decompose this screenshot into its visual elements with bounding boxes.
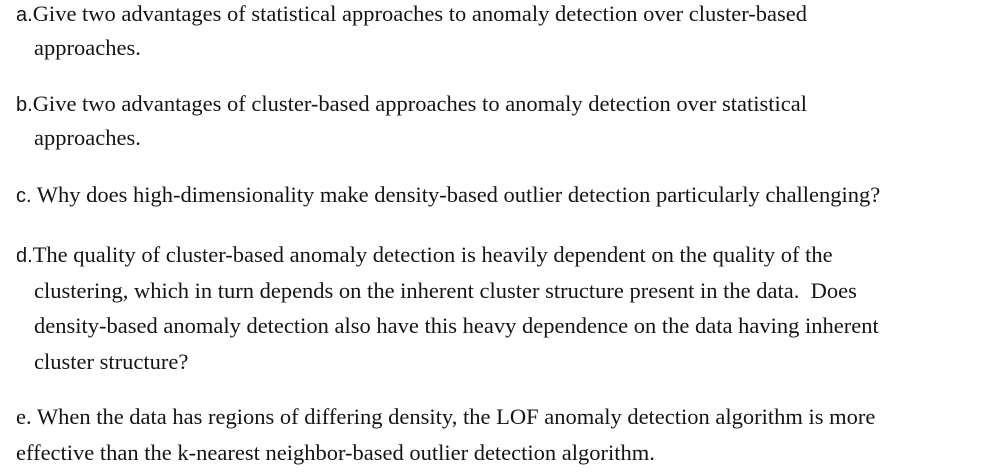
question-d [16,237,982,379]
question-e-line-2: effective than the k-nearest neighbor-based outlier detection algorithm. [16,440,655,465]
question-b-line-2: approaches. [34,125,141,150]
question-d-line-2: clustering, which in turn depends on the inherent cluster structure present in the data. Does [34,277,857,303]
question-a [16,0,982,65]
question-e [16,399,982,471]
question-a-text-1: Give two advantages of statistical approaches to anomaly detection over cluster-based [32,1,807,26]
question-b-line-1 [16,87,982,121]
question-d-line-3: density-based anomaly detection also have this heavy dependence on the data having inherent [34,313,879,338]
question-e-text-1: When the data has regions of differing density, the LOF anomaly detection algorithm is more [31,404,876,429]
question-c-text-1: Why does high-dimensionality make density-based outlier detection particularly challenging? [31,182,881,207]
question-c-line-1 [16,178,982,212]
question-e-letter: e. [16,404,32,429]
question-b-text-1: Give two advantages of cluster-based approaches to anomaly detection over statistical [32,91,807,116]
question-a-letter: a. [16,4,33,26]
question-c [16,178,982,212]
question-b [16,87,982,155]
question-a-line-1 [16,0,982,31]
question-d-line-1 [16,237,982,273]
question-e-line-1 [16,399,982,435]
question-d-text-1: The quality of cluster-based anomaly detection is heavily dependent on the quality of the [32,242,833,267]
question-c-letter: c. [16,185,32,207]
question-d-letter: d. [16,245,33,267]
question-d-line-4: cluster structure? [34,348,189,374]
question-a-line-2: approaches. [34,35,141,60]
question-b-letter: b. [16,94,33,116]
